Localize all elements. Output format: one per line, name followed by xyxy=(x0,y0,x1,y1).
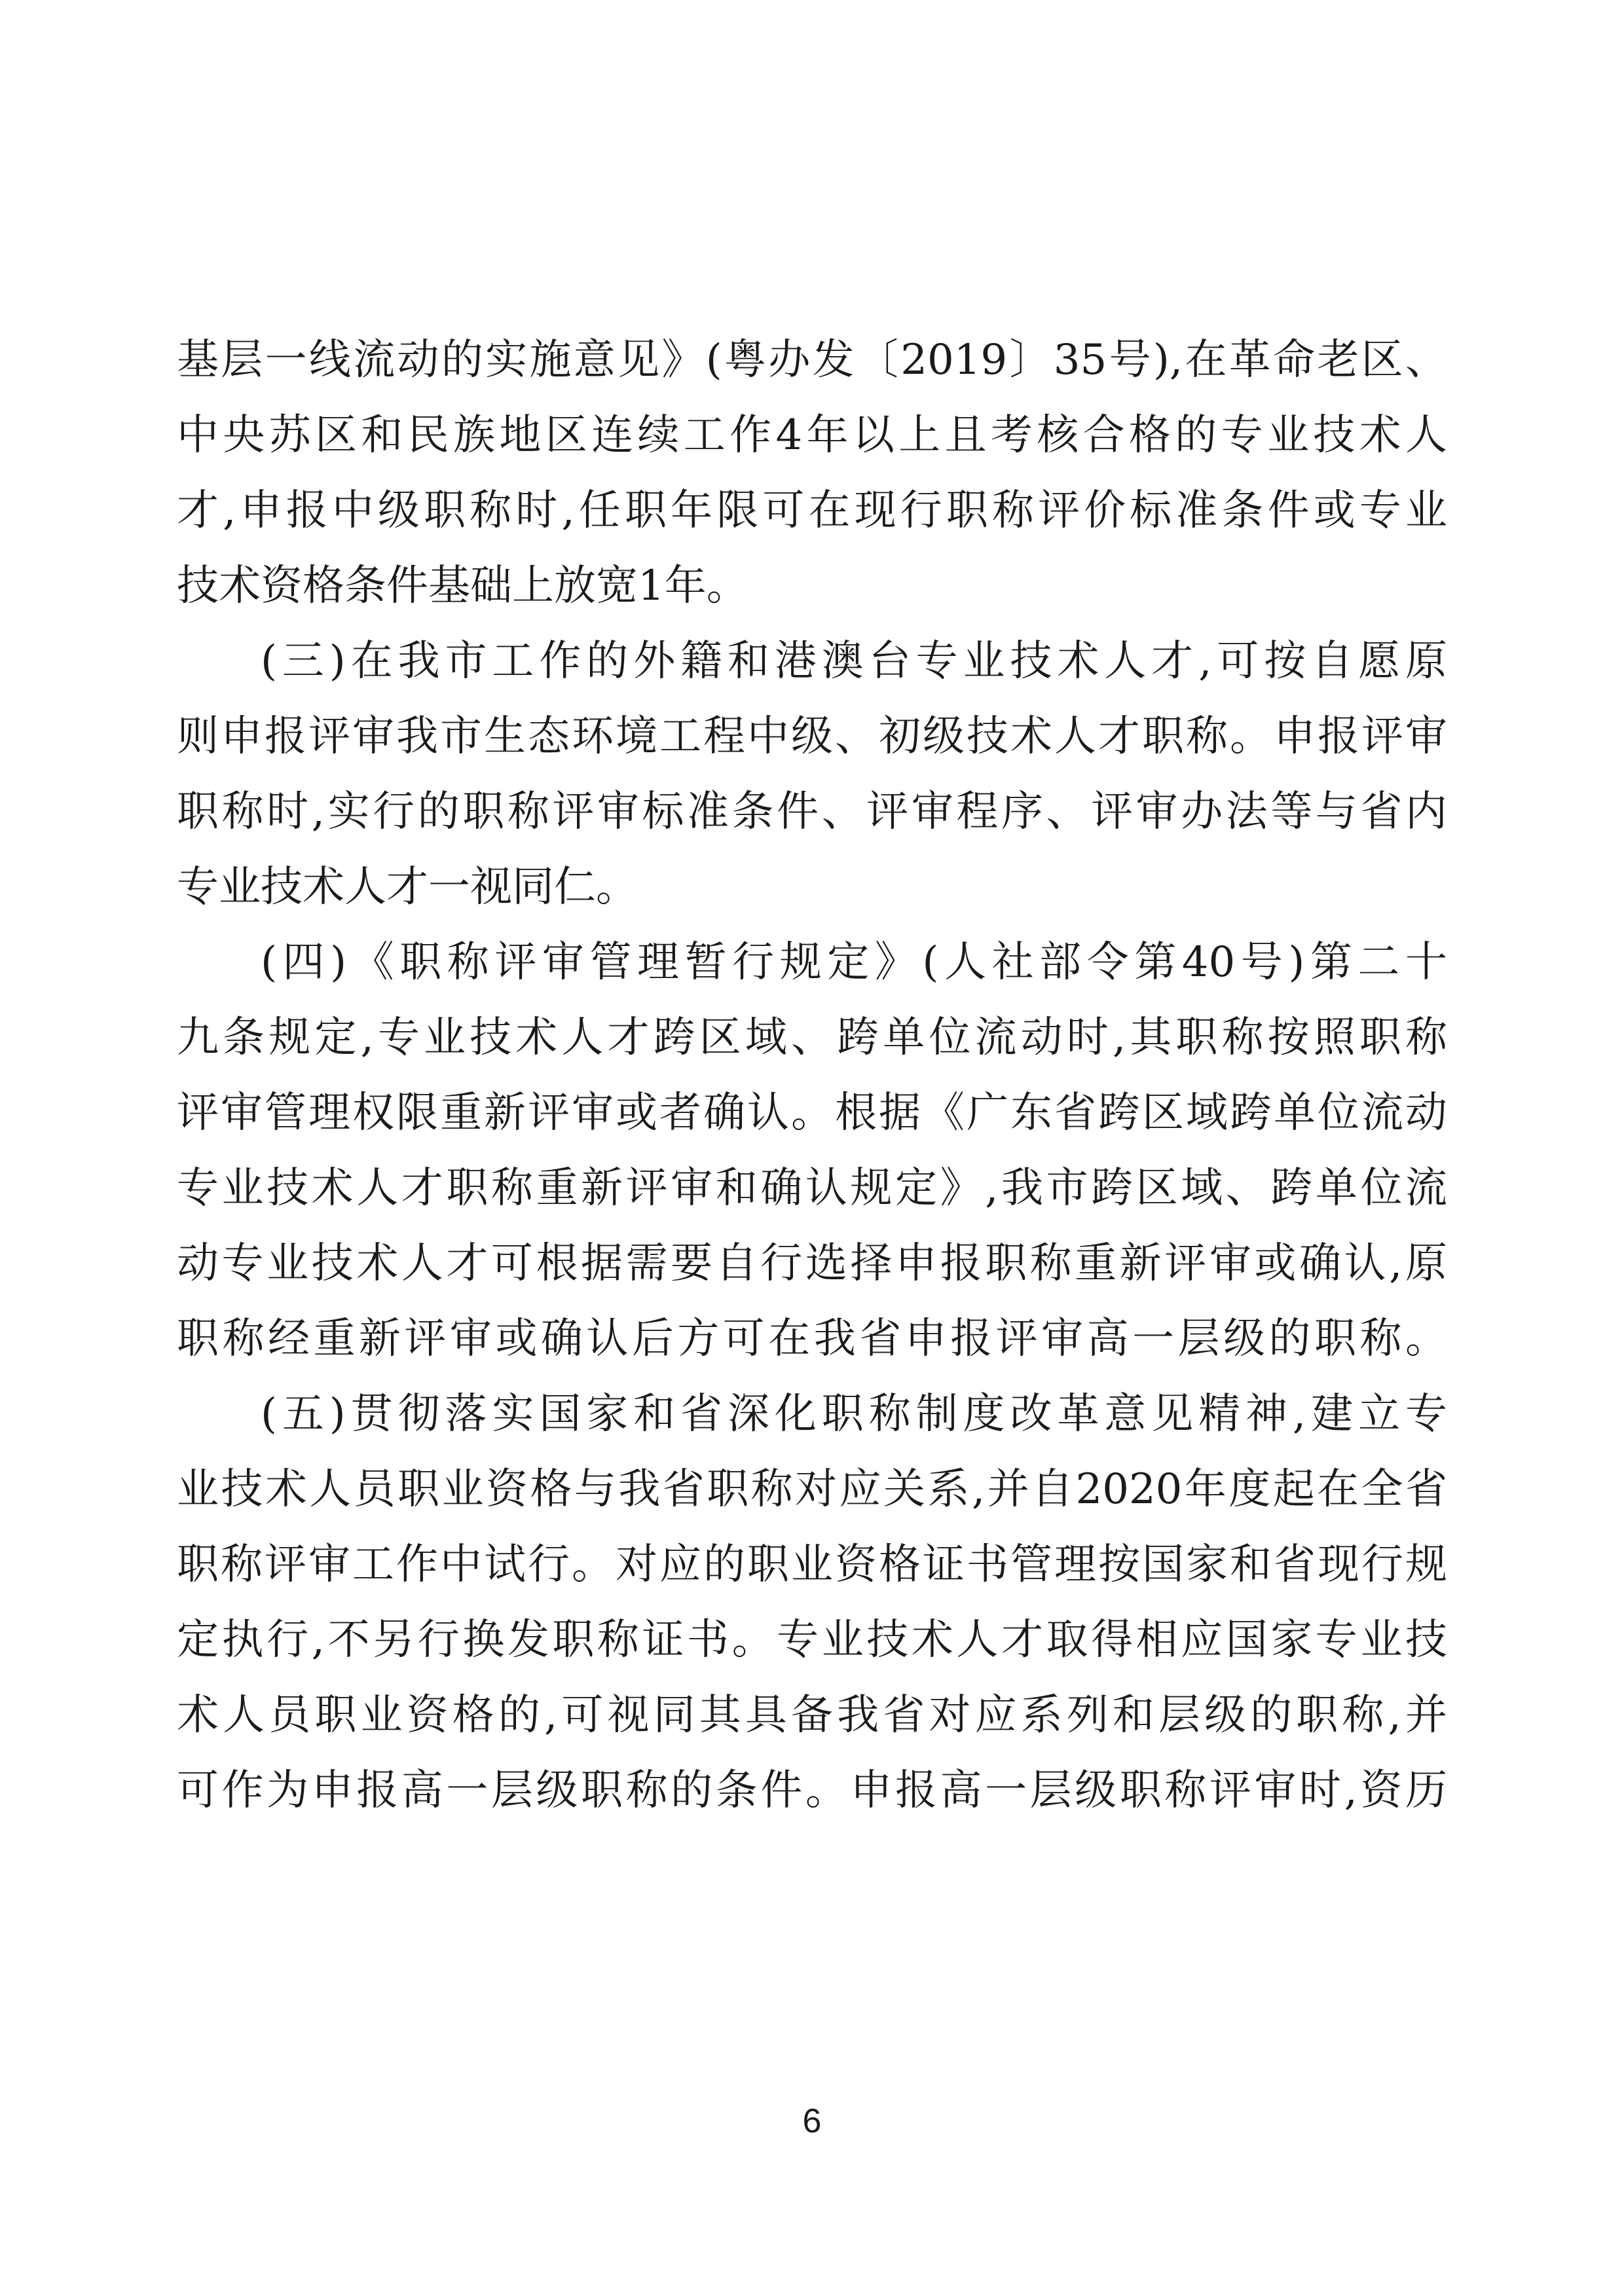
paragraph-line: 中央苏区和民族地区连续工作4年以上且考核合格的专业技术人 xyxy=(177,411,1447,460)
paragraph-line: (五)贯彻落实国家和省深化职称制度改革意见精神,建立专 xyxy=(261,1390,1447,1438)
paragraph-line: 术人员职业资格的,可视同其具备我省对应系列和层级的职称,并 xyxy=(177,1691,1447,1740)
page-number: 6 xyxy=(802,2102,822,2140)
paragraph-line: 则申报评审我市生态环境工程中级、初级技术人才职称。申报评审 xyxy=(177,712,1447,761)
paragraph-line: 评审管理权限重新评审或者确认。根据《广东省跨区域跨单位流动 xyxy=(177,1089,1447,1137)
paragraph-line: 技术资格条件基础上放宽1年。 xyxy=(177,562,748,610)
paragraph-line: 基层一线流动的实施意见》(粤办发〔2019〕35号),在革命老区、 xyxy=(177,336,1447,384)
paragraph-line: 专业技术人才一视同仁。 xyxy=(177,863,638,911)
paragraph-line: 职称时,实行的职称评审标准条件、评审程序、评审办法等与省内 xyxy=(177,788,1447,836)
paragraph-line: 业技术人员职业资格与我省职称对应关系,并自2020年度起在全省 xyxy=(177,1465,1447,1514)
paragraph-line: 职称经重新评审或确认后方可在我省申报评审高一层级的职称。 xyxy=(177,1315,1447,1363)
paragraph-line: 可作为申报高一层级职称的条件。申报高一层级职称评审时,资历 xyxy=(177,1766,1447,1815)
paragraph-line: (三)在我市工作的外籍和港澳台专业技术人才,可按自愿原 xyxy=(261,637,1447,685)
paragraph-line: (四)《职称评审管理暂行规定》(人社部令第40号)第二十 xyxy=(261,938,1447,987)
paragraph-line: 专业技术人才职称重新评审和确认规定》,我市跨区域、跨单位流 xyxy=(177,1164,1447,1212)
paragraph-line: 职称评审工作中试行。对应的职业资格证书管理按国家和省现行规 xyxy=(177,1540,1447,1589)
paragraph-line: 九条规定,专业技术人才跨区域、跨单位流动时,其职称按照职称 xyxy=(177,1013,1447,1062)
paragraph-line: 定执行,不另行换发职称证书。专业技术人才取得相应国家专业技 xyxy=(177,1616,1447,1664)
paragraph-line: 动专业技术人才可根据需要自行选择申报职称重新评审或确认,原 xyxy=(177,1239,1447,1288)
paragraph-line: 才,申报中级职称时,任职年限可在现行职称评价标准条件或专业 xyxy=(177,486,1447,535)
